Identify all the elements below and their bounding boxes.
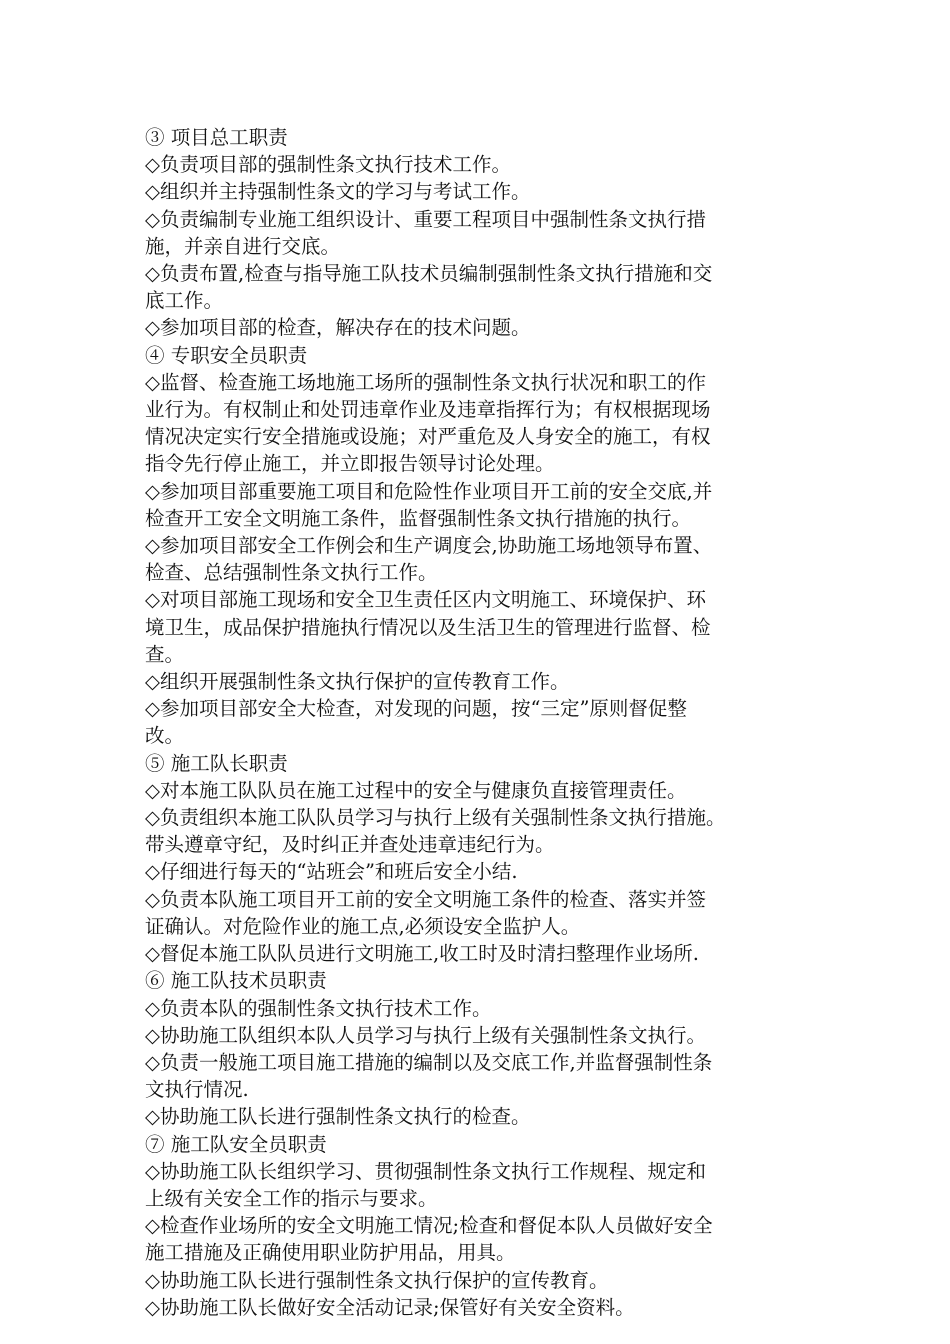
duty-item-continuation: 境卫生，成品保护措施执行情况以及生活卫生的管理进行监督、检 bbox=[145, 615, 711, 639]
duty-item: ◇参加项目部安全工作例会和生产调度会,协助施工场地领导布置、 bbox=[145, 534, 713, 558]
duty-item: ◇对本施工队队员在施工过程中的安全与健康负直接管理责任。 bbox=[145, 778, 687, 802]
duty-item-continuation: 带头遵章守纪，及时纠正并查处违章违纪行为。 bbox=[145, 833, 555, 857]
duty-item-continuation: 检查开工安全文明施工条件，监督强制性条文执行措施的执行。 bbox=[145, 506, 692, 530]
section-heading: ⑤ 施工队长职责 bbox=[145, 751, 288, 775]
duty-item: ◇负责布置,检查与指导施工队技术员编制强制性条文执行措施和交 bbox=[145, 262, 713, 286]
duty-item: ◇参加项目部的检查，解决存在的技术问题。 bbox=[145, 316, 531, 340]
duty-item: ◇参加项目部重要施工项目和危险性作业项目开工前的安全交底,并 bbox=[145, 479, 713, 503]
duty-item: ◇协助施工队长进行强制性条文执行的检查。 bbox=[145, 1105, 531, 1129]
duty-item: ◇协助施工队长进行强制性条文执行保护的宣传教育。 bbox=[145, 1268, 609, 1292]
duty-item-continuation: 情况决定实行安全措施或设施；对严重危及人身安全的施工，有权 bbox=[145, 425, 711, 449]
duty-item: ◇协助施工队组织本队人员学习与执行上级有关强制性条文执行。 bbox=[145, 1023, 706, 1047]
duty-item: ◇仔细进行每天的“站班会”和班后安全小结. bbox=[145, 860, 518, 884]
duty-item: ◇对项目部施工现场和安全卫生责任区内文明施工、环境保护、环 bbox=[145, 588, 706, 612]
duty-item: ◇负责本队的强制性条文执行技术工作。 bbox=[145, 996, 492, 1020]
duty-item: ◇组织并主持强制性条文的学习与考试工作。 bbox=[145, 180, 531, 204]
document-body bbox=[145, 124, 825, 1321]
duty-item-continuation: 底工作。 bbox=[145, 289, 224, 313]
duty-item: ◇监督、检查施工场地施工场所的强制性条文执行状况和职工的作 bbox=[145, 370, 706, 394]
duty-item-continuation: 证确认。对危险作业的施工点,必须设安全监护人。 bbox=[145, 914, 581, 938]
duty-item-continuation: 文执行情况. bbox=[145, 1078, 249, 1102]
duty-item: ◇参加项目部安全大检查，对发现的问题，按“三定”原则督促整 bbox=[145, 697, 687, 721]
duty-item: ◇负责一般施工项目施工措施的编制以及交底工作,并监督强制性条 bbox=[145, 1050, 713, 1074]
duty-item-continuation: 查。 bbox=[145, 642, 185, 666]
duty-item-continuation: 业行为。有权制止和处罚违章作业及违章指挥行为；有权根据现场 bbox=[145, 398, 711, 422]
section-heading: ⑦ 施工队安全员职责 bbox=[145, 1132, 327, 1156]
duty-item-continuation: 施工措施及正确使用职业防护用品，用具。 bbox=[145, 1241, 516, 1265]
section-heading: ⑥ 施工队技术员职责 bbox=[145, 969, 327, 993]
duty-item: ◇协助施工队长组织学习、贯彻强制性条文执行工作规程、规定和 bbox=[145, 1159, 706, 1183]
duty-item: ◇负责组织本施工队队员学习与执行上级有关强制性条文执行措施。 bbox=[145, 806, 726, 830]
duty-item: ◇协助施工队长做好安全活动记录;保管好有关安全资料。 bbox=[145, 1295, 635, 1319]
duty-item: ◇组织开展强制性条文执行保护的宣传教育工作。 bbox=[145, 670, 570, 694]
duty-item-continuation: 施，并亲自进行交底。 bbox=[145, 234, 341, 258]
duty-item: ◇负责本队施工项目开工前的安全文明施工条件的检查、落实并签 bbox=[145, 887, 706, 911]
section-heading: ③ 项目总工职责 bbox=[145, 126, 288, 149]
duty-item: ◇负责项目部的强制性条文执行技术工作。 bbox=[145, 153, 511, 177]
duty-item-continuation: 检查、总结强制性条文执行工作。 bbox=[145, 561, 438, 585]
duty-item: ◇检查作业场所的安全文明施工情况;检查和督促本队人员做好安全 bbox=[145, 1214, 713, 1238]
duty-item-continuation: 指令先行停止施工，并立即报告领导讨论处理。 bbox=[145, 452, 555, 476]
duty-item-continuation: 改。 bbox=[145, 724, 185, 748]
section-heading: ④ 专职安全员职责 bbox=[145, 343, 308, 367]
duty-item: ◇督促本施工队队员进行文明施工,收工时及时清扫整理作业场所. bbox=[145, 942, 699, 966]
duty-item-continuation: 上级有关安全工作的指示与要求。 bbox=[145, 1186, 438, 1210]
duty-item: ◇负责编制专业施工组织设计、重要工程项目中强制性条文执行措 bbox=[145, 207, 706, 231]
